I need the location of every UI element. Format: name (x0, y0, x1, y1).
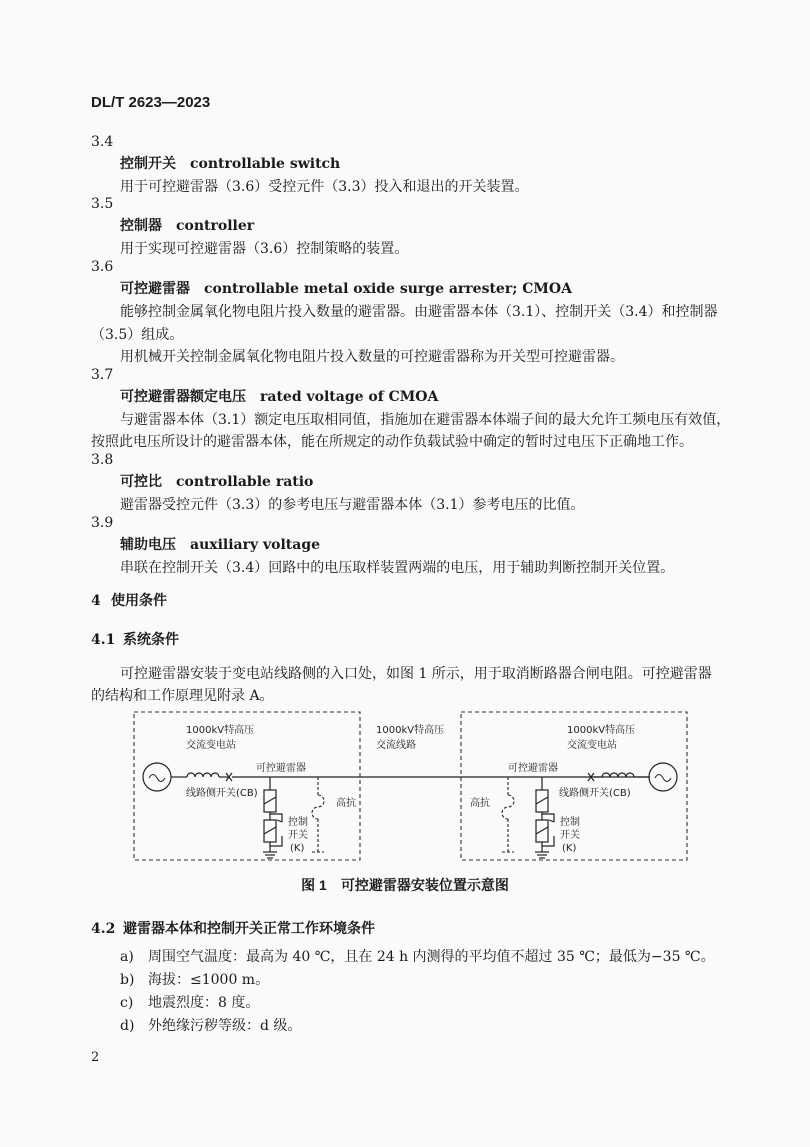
right-switch-label-1: 控制 (560, 817, 580, 828)
section-title: 使用条件 (111, 593, 167, 609)
list-item (120, 1015, 301, 1035)
term-title-zh: 控制器 (120, 218, 162, 234)
left-switch-label-3: (K) (290, 843, 305, 854)
right-station-label-2: 交流变电站 (567, 740, 617, 751)
list-item (120, 992, 259, 1012)
figure-caption: 图 1 可控避雷器安装位置示意图 (301, 877, 509, 893)
term-definition: 用于可控避雷器（3.6）受控元件（3.3）投入和退出的开关装置。 (120, 179, 529, 195)
term-definition: 能够控制金属氧化物电阻片投入数量的避雷器。由避雷器本体（3.1）、控制开关（3.4）和控制器 (120, 304, 718, 320)
right-arrester-label: 可控避雷器 (508, 763, 558, 774)
term-definition: 与避雷器本体（3.1）额定电压取相同值，指施加在避雷器本体端子间的最大允许工频电压有效值， (120, 412, 731, 428)
left-switch-label-2: 开关 (288, 830, 308, 841)
term-title-zh: 可控避雷器 (120, 281, 190, 297)
section-number: 4.2 (91, 921, 116, 937)
line-label-2: 交流线路 (376, 740, 416, 751)
term-title-en: auxiliary voltage (190, 537, 321, 553)
term-number: 3.4 (91, 134, 114, 150)
right-reactor-label: 高抗 (470, 798, 490, 809)
right-station-label-1: 1000kV特高压 (567, 725, 636, 736)
list-text: 地震烈度：8 度。 (148, 995, 260, 1011)
term-definition: 用于实现可控避雷器（3.6）控制策略的装置。 (120, 241, 409, 257)
left-breaker-label: 线路侧开关(CB) (186, 788, 258, 799)
term-definition: 按照此电压所设计的避雷器本体，能在所规定的动作负载试验中确定的暂时过电压下正确地工作。 (91, 434, 693, 450)
left-reactor-coil (187, 773, 219, 777)
list-marker: b) (120, 972, 135, 988)
section-number: 4.1 (91, 632, 116, 648)
document-id: DL/T 2623—2023 (91, 94, 211, 111)
list-item (120, 946, 715, 966)
term-number: 3.7 (91, 367, 114, 383)
list-item (120, 969, 269, 989)
list-text: 海拔：≤1000 m。 (148, 972, 270, 988)
list-text: 周围空气温度：最高为 40 ℃，且在 24 h 内测得的平均值不超过 35 ℃；最低为−35 ℃。 (148, 949, 715, 965)
term-definition: 避雷器受控元件（3.3）的参考电压与避雷器本体（3.1）参考电压的比值。 (120, 497, 585, 513)
left-source-symbol (143, 763, 171, 791)
term-number: 3.5 (91, 196, 114, 212)
paragraph: 的结构和工作原理见附录 A。 (91, 688, 274, 704)
subsection-heading (91, 918, 375, 938)
term-title-zh: 控制开关 (120, 156, 176, 172)
term-note: 用机械开关控制金属氧化物电阻片投入数量的可控避雷器称为开关型可控避雷器。 (120, 349, 624, 365)
term-title-en: controllable metal oxide surge arrester; CMOA (204, 281, 572, 297)
right-switch-label-3: (K) (562, 843, 577, 854)
section-number: 4 (91, 593, 101, 609)
list-text: 外绝缘污秽等级：d 级。 (148, 1018, 302, 1034)
term-title-zh: 可控比 (120, 474, 162, 490)
term-number: 3.6 (91, 259, 114, 275)
term-definition: 串联在控制开关（3.4）回路中的电压取样装置两端的电压，用于辅助判断控制开关位置。 (120, 560, 675, 576)
left-station-label-2: 交流变电站 (186, 740, 236, 751)
left-reactor-label: 高抗 (336, 798, 356, 809)
section-title: 系统条件 (123, 632, 179, 648)
left-shunt-reactor (312, 777, 324, 852)
term-definition: （3.5）组成。 (91, 327, 184, 343)
term-title-en: rated voltage of CMOA (260, 389, 439, 405)
term-title-zh: 可控避雷器额定电压 (120, 389, 246, 405)
term-number: 3.9 (91, 515, 114, 531)
right-breaker-label: 线路侧开关(CB) (559, 788, 631, 799)
right-shunt-reactor (502, 777, 514, 852)
line-label-1: 1000kV特高压 (376, 725, 445, 736)
term-title-en: controllable switch (190, 156, 341, 172)
section-title: 避雷器本体和控制开关正常工作环境条件 (123, 921, 375, 937)
left-station-label-1: 1000kV特高压 (186, 725, 255, 736)
left-switch-label-1: 控制 (288, 817, 308, 828)
term-title-en: controller (176, 218, 255, 234)
list-marker: d) (120, 1018, 135, 1034)
paragraph: 可控避雷器安装于变电站线路侧的入口处，如图 1 所示，用于取消断路器合闸电阻。可控避雷器 (120, 666, 712, 682)
term-title-en: controllable ratio (176, 474, 314, 490)
term-number: 3.8 (91, 452, 114, 468)
right-switch-label-2: 开关 (560, 830, 580, 841)
right-source-symbol (649, 763, 677, 791)
page-number: 2 (91, 1050, 100, 1065)
list-marker: a) (120, 949, 134, 965)
left-arrester-label: 可控避雷器 (256, 763, 306, 774)
term-title-zh: 辅助电压 (120, 537, 176, 553)
list-marker: c) (120, 995, 134, 1011)
